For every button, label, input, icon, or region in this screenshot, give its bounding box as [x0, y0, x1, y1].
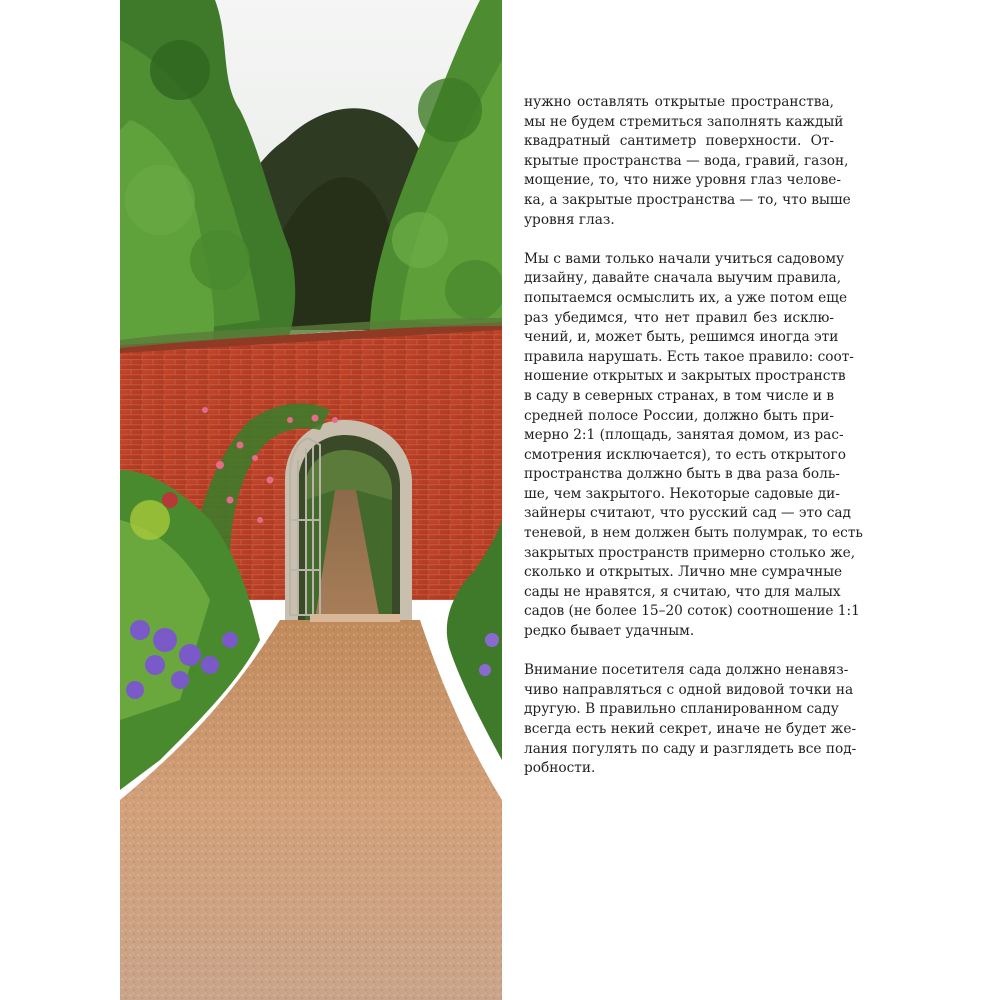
text-line: квадратный сантиметр поверхности. От- [524, 133, 834, 150]
text-line: мы не будем стремиться заполнять каждый [524, 113, 844, 130]
text-line: уровня глаз. [524, 211, 615, 228]
text-line: Мы с вами только начали учиться садовому [524, 250, 845, 267]
garden-photo [120, 0, 502, 1000]
paragraph-open-spaces [524, 93, 851, 230]
paragraph-visitor-attention [524, 661, 857, 779]
text-line: ношение открытых и закрытых пространств [524, 368, 846, 385]
text-line: другую. В правильно спланированном саду [524, 701, 839, 718]
text-line: ка, а закрытые пространства — то, что выше [524, 191, 851, 208]
text-line: ше, чем закрытого. Некоторые садовые ди- [524, 485, 840, 502]
text-line: зайнеры считают, что русский сад — это сад [524, 505, 851, 522]
text-line: в саду в северных странах, в том числе и в [524, 387, 835, 404]
text-line: садов (не более 15–20 соток) соотношение 1:1 [524, 603, 860, 620]
text-line: мощение, то, что ниже уровня глаз челове- [524, 172, 842, 189]
text-line: чиво направляться с одной видовой точки на [524, 681, 854, 698]
text-line: смотрения исключается), то есть открытого [524, 446, 846, 463]
text-line: нужно оставлять открытые пространства, [524, 94, 834, 110]
text-line: сады не нравятся, я считаю, что для малых [524, 583, 841, 600]
text-line: дизайну, давайте сначала выучим правила, [524, 270, 842, 287]
text-line: закрытых пространств примерно столько же, [524, 544, 856, 561]
text-line: всегда есть некий секрет, иначе не будет же- [524, 721, 857, 737]
text-line: крытые пространства — вода, гравий, газон, [524, 152, 849, 169]
paragraph-design-rules [524, 250, 863, 642]
text-line: пространства должно быть в два раза боль- [524, 466, 840, 483]
garden-illustration [120, 0, 502, 1000]
text-line: мерно 2:1 (площадь, занятая домом, из рас- [524, 427, 844, 444]
text-line: средней полосе России, должно быть при- [524, 407, 834, 424]
text-line: попытаемся осмыслить их, а уже потом еще [524, 289, 848, 306]
text-line: редко бывает удачным. [524, 623, 695, 640]
text-line: лания погулять по саду и разглядеть все под- [524, 740, 857, 757]
article-text [524, 93, 863, 798]
text-line: робности. [524, 760, 596, 777]
text-line: Внимание посетителя сада должно ненавяз- [524, 662, 849, 679]
text-line: чений, и, может быть, решимся иногда эти [524, 329, 839, 346]
text-line: сколько и открытых. Лично мне сумрачные [524, 564, 843, 581]
text-line: правила нарушать. Есть такое правило: соот- [524, 348, 854, 365]
text-line: раз убедимся, что нет правил без исклю- [524, 309, 834, 326]
text-line: теневой, в нем должен быть полумрак, то есть [524, 525, 863, 542]
